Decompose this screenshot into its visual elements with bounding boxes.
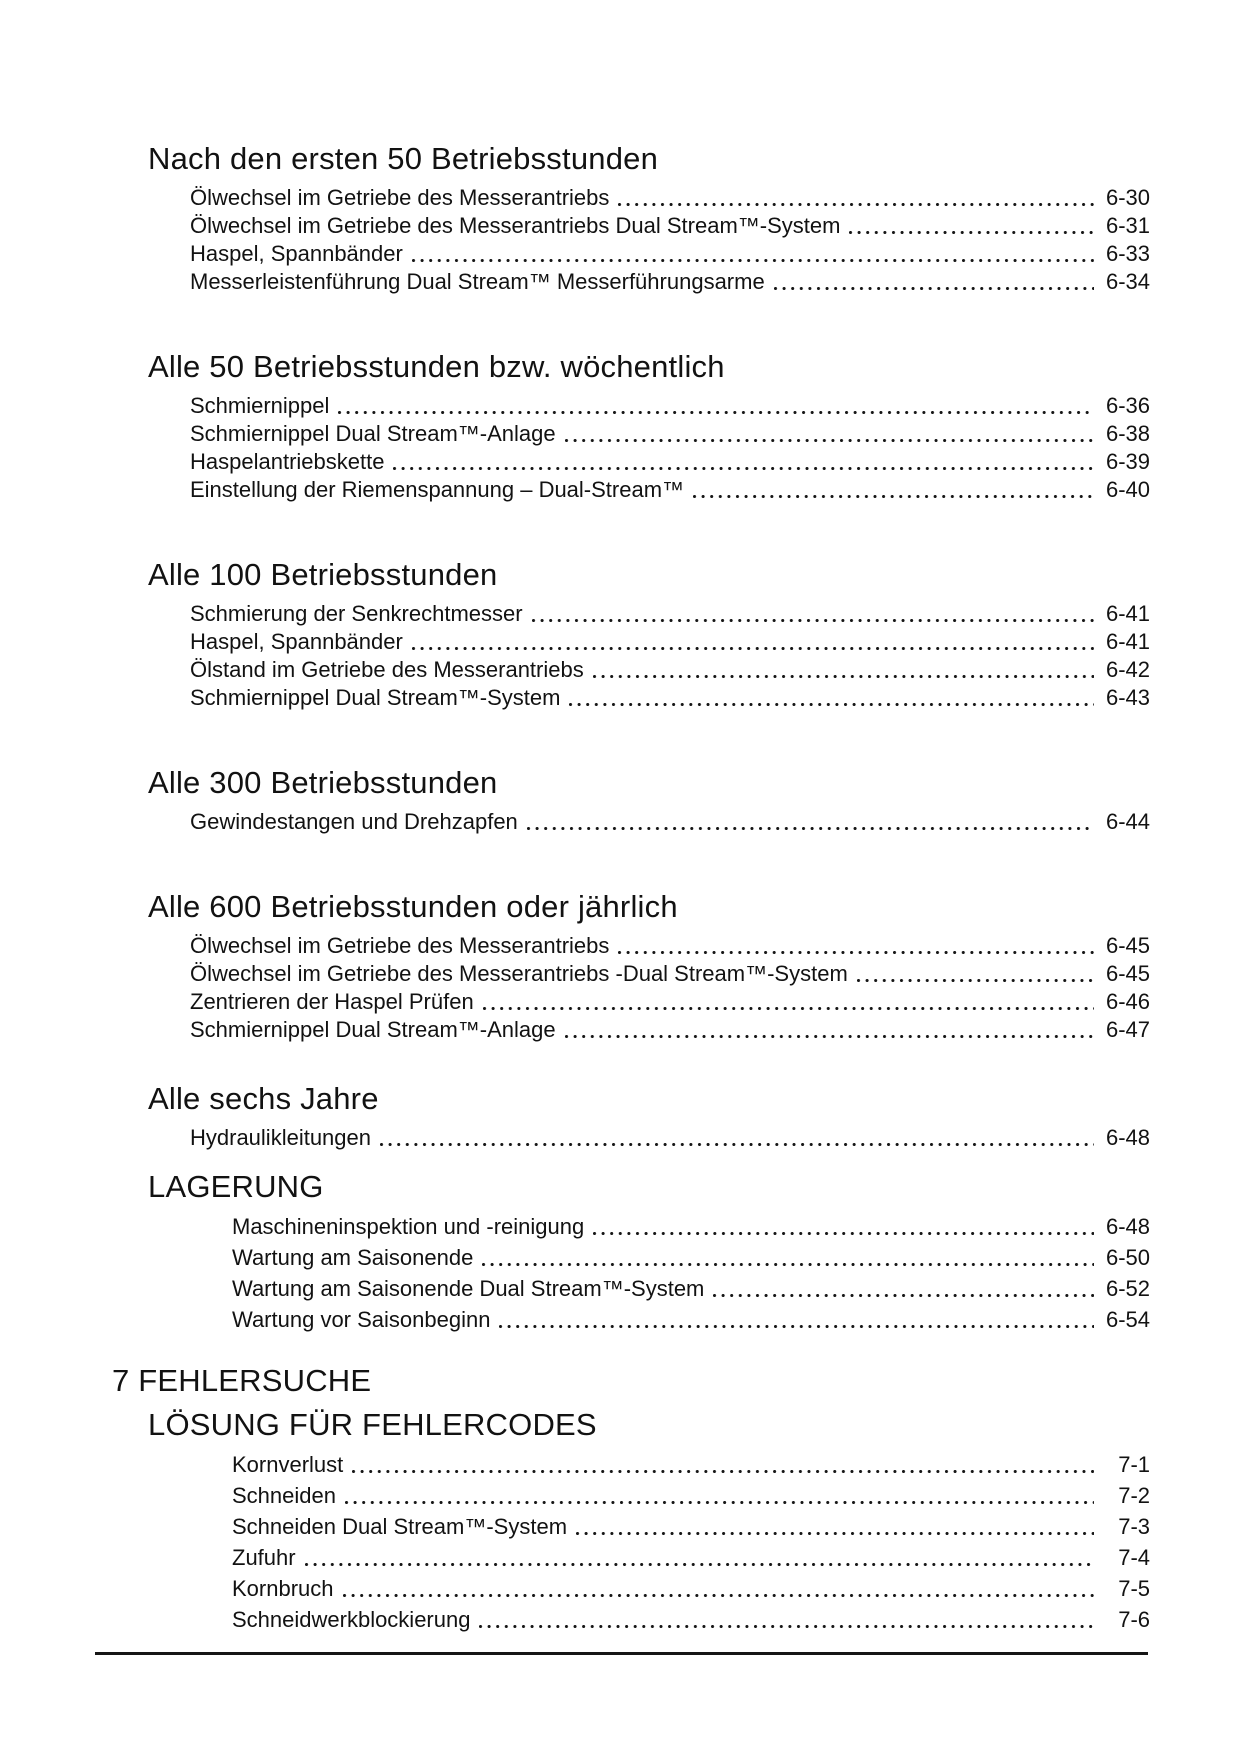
toc-entry	[190, 656, 1150, 684]
toc-entry-page: 7-6	[1118, 1607, 1150, 1632]
toc-entry	[232, 1481, 1150, 1510]
toc-entry	[190, 960, 1150, 988]
toc-entry	[232, 1274, 1150, 1303]
toc-section	[0, 764, 1150, 836]
toc-section	[0, 888, 1150, 1044]
toc-chapter	[0, 1362, 1150, 1400]
toc-entry-page: 6-48	[1105, 1125, 1150, 1150]
toc-section	[0, 1406, 1150, 1634]
toc-entry-page: 6-34	[1105, 269, 1150, 294]
toc-entry-page: 6-38	[1105, 421, 1150, 446]
toc-entry-page: 6-46	[1105, 989, 1150, 1014]
toc-entry-page: 6-31	[1105, 213, 1150, 238]
toc-entry	[190, 684, 1150, 712]
toc-entry	[190, 420, 1150, 448]
toc-entry-title: Schneiden Dual Stream™-System	[232, 1514, 568, 1539]
toc-entry	[232, 1450, 1150, 1479]
toc-entry-title: Zufuhr	[232, 1545, 296, 1570]
footer-rule	[95, 1652, 1148, 1655]
toc-entry-title: Gewindestangen und Drehzapfen	[190, 809, 518, 834]
toc-entry-title: Kornbruch	[232, 1576, 334, 1601]
toc-entry-page: 6-41	[1105, 601, 1150, 626]
toc-entry-title: Ölwechsel im Getriebe des Messerantriebs	[190, 185, 610, 210]
toc-entry-page: 6-44	[1105, 809, 1150, 834]
section-heading: Alle 50 Betriebsstunden bzw. wöchentlich	[148, 349, 725, 384]
toc-entry	[190, 628, 1150, 656]
toc-entry-page: 6-47	[1105, 1017, 1150, 1042]
toc-entry-page: 7-3	[1118, 1514, 1150, 1539]
toc-entry-title: Maschineninspektion und -reinigung	[232, 1214, 585, 1239]
toc-entry-page: 6-30	[1105, 185, 1150, 210]
section-heading: LAGERUNG	[148, 1169, 324, 1204]
toc-entry	[190, 808, 1150, 836]
toc-entry-title: Ölwechsel im Getriebe des Messerantriebs Dual Stream™-System	[190, 213, 841, 238]
toc-section	[0, 1168, 1150, 1334]
toc-entry-title: Wartung am Saisonende	[232, 1245, 474, 1270]
toc-entry	[232, 1605, 1150, 1634]
section-heading: Alle 600 Betriebsstunden oder jährlich	[148, 889, 678, 924]
toc-entry-title: Schmierung der Senkrechtmesser	[190, 601, 523, 626]
toc-entry-title: Haspelantriebskette	[190, 449, 385, 474]
toc-entry-page: 6-52	[1105, 1276, 1150, 1301]
section-heading: Alle 100 Betriebsstunden	[148, 557, 498, 592]
toc-entry-title: Ölwechsel im Getriebe des Messerantriebs	[190, 933, 610, 958]
toc-entry	[232, 1212, 1150, 1241]
toc-entry-title: Wartung am Saisonende Dual Stream™-System	[232, 1276, 705, 1301]
toc-entry-title: Haspel, Spannbänder	[190, 241, 403, 266]
section-heading: Alle sechs Jahre	[148, 1081, 379, 1116]
toc-entry-page: 6-45	[1105, 961, 1150, 986]
toc-entry-title: Schmiernippel	[190, 393, 330, 418]
toc-entry	[232, 1243, 1150, 1272]
toc-section	[0, 1080, 1150, 1152]
toc-entry	[190, 392, 1150, 420]
toc-entry-title: Schmiernippel Dual Stream™-System	[190, 685, 561, 710]
toc-entry-page: 6-39	[1105, 449, 1150, 474]
toc-entry	[190, 600, 1150, 628]
toc-section	[0, 140, 1150, 296]
toc-entry	[232, 1512, 1150, 1541]
toc-entry	[190, 448, 1150, 476]
toc-entry	[190, 240, 1150, 268]
toc-entry-page: 6-36	[1105, 393, 1150, 418]
section-heading: Nach den ersten 50 Betriebsstunden	[148, 141, 659, 176]
toc-entry-title: Schneiden	[232, 1483, 336, 1508]
toc-entry-title: Kornverlust	[232, 1452, 344, 1477]
toc-entry	[232, 1305, 1150, 1334]
toc-entry	[190, 212, 1150, 240]
toc-entry	[190, 184, 1150, 212]
toc-entry-title: Zentrieren der Haspel Prüfen	[190, 989, 474, 1014]
toc-entry-page: 6-40	[1105, 477, 1150, 502]
toc-entry-page: 6-42	[1105, 657, 1150, 682]
toc-entry-page: 7-5	[1118, 1576, 1150, 1601]
toc-entry	[232, 1574, 1150, 1603]
toc-entry	[190, 988, 1150, 1016]
section-heading: LÖSUNG FÜR FEHLERCODES	[148, 1407, 597, 1442]
toc-entry-page: 6-54	[1105, 1307, 1150, 1332]
toc-entry-page: 7-4	[1118, 1545, 1150, 1570]
toc-entry-title: Wartung vor Saisonbeginn	[232, 1307, 491, 1332]
section-heading: Alle 300 Betriebsstunden	[148, 765, 498, 800]
toc-entry	[232, 1543, 1150, 1572]
toc-entry-page: 6-41	[1105, 629, 1150, 654]
toc-entry	[190, 1016, 1150, 1044]
toc-entry-title: Ölstand im Getriebe des Messerantriebs	[190, 657, 584, 682]
toc-entry-title: Schmiernippel Dual Stream™-Anlage	[190, 421, 556, 446]
toc-entry	[190, 932, 1150, 960]
toc-entry-title: Schmiernippel Dual Stream™-Anlage	[190, 1017, 556, 1042]
toc-entry-title: Haspel, Spannbänder	[190, 629, 403, 654]
toc-entry-title: Messerleistenführung Dual Stream™ Messerführungsarme	[190, 269, 765, 294]
toc-section	[0, 348, 1150, 504]
toc-entry-title: Einstellung der Riemenspannung – Dual-Stream™	[190, 477, 685, 502]
toc-entry-title: Hydraulikleitungen	[190, 1125, 371, 1150]
toc-entry-title: Ölwechsel im Getriebe des Messerantriebs -Dual Stream™-System	[190, 961, 848, 986]
toc-entry	[190, 1124, 1150, 1152]
toc-entry-page: 7-2	[1118, 1483, 1150, 1508]
toc-entry-page: 6-43	[1105, 685, 1150, 710]
toc-entry-page: 6-45	[1105, 933, 1150, 958]
chapter-heading: 7 FEHLERSUCHE	[112, 1363, 372, 1398]
toc-entry	[190, 476, 1150, 504]
toc-entry	[190, 268, 1150, 296]
toc-section	[0, 556, 1150, 712]
toc-entry-page: 7-1	[1118, 1452, 1150, 1477]
toc-entry-title: Schneidwerkblockierung	[232, 1607, 471, 1632]
toc-entry-page: 6-48	[1105, 1214, 1150, 1239]
toc-entry-page: 6-50	[1105, 1245, 1150, 1270]
toc-entry-page: 6-33	[1105, 241, 1150, 266]
